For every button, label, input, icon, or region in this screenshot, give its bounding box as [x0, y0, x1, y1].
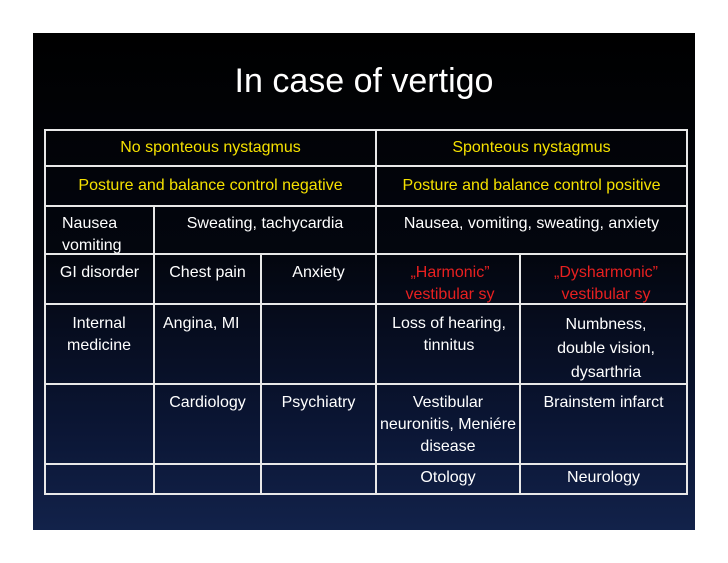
cell-numbness: Numbness, double vision, dysarthria — [557, 316, 655, 381]
header-no-nystagmus: No sponteous nystagmus — [120, 139, 301, 156]
cell-harmonic: „Harmonic” vestibular sy — [405, 264, 495, 303]
cell-angina: Angina, MI — [163, 315, 240, 332]
cell-nausea-vomiting: Nausea vomiting — [62, 215, 122, 254]
posture-negative: Posture and balance control negative — [78, 177, 343, 194]
posture-positive: Posture and balance control positive — [402, 177, 661, 194]
cell-internal-medicine: Internal medicine — [66, 315, 132, 354]
cell-otology: Otology — [420, 469, 476, 486]
slide — [33, 33, 695, 530]
cell-cardiology: Cardiology — [169, 394, 246, 411]
column-divider — [519, 253, 521, 493]
cell-anxiety: Anxiety — [292, 264, 345, 281]
cell-brainstem-infarct: Brainstem infarct — [543, 394, 664, 411]
column-divider — [260, 253, 262, 493]
column-divider — [153, 205, 155, 493]
row-divider — [46, 463, 686, 465]
slide-title: In case of vertigo — [234, 62, 494, 100]
cell-chest-pain: Chest pain — [169, 264, 246, 281]
cell-sweating: Sweating, tachycardia — [186, 215, 344, 232]
cell-hearing-loss: Loss of hearing, tinnitus — [392, 315, 506, 354]
row-divider — [46, 253, 686, 255]
vertigo-table — [44, 129, 688, 495]
row-divider — [46, 205, 686, 207]
cell-psychiatry: Psychiatry — [281, 394, 356, 411]
cell-gi-disorder: GI disorder — [59, 264, 140, 281]
cell-dysharmonic: „Dysharmonic” vestibular sy — [553, 264, 658, 303]
cell-nausea-anxiety: Nausea, vomiting, sweating, anxiety — [403, 215, 660, 232]
row-divider — [46, 165, 686, 167]
cell-neurology: Neurology — [567, 469, 640, 486]
header-nystagmus: Sponteous nystagmus — [452, 139, 611, 156]
cell-vestibular-neuronitis: Vestibular neuronitis, Meniére disease — [379, 394, 517, 455]
